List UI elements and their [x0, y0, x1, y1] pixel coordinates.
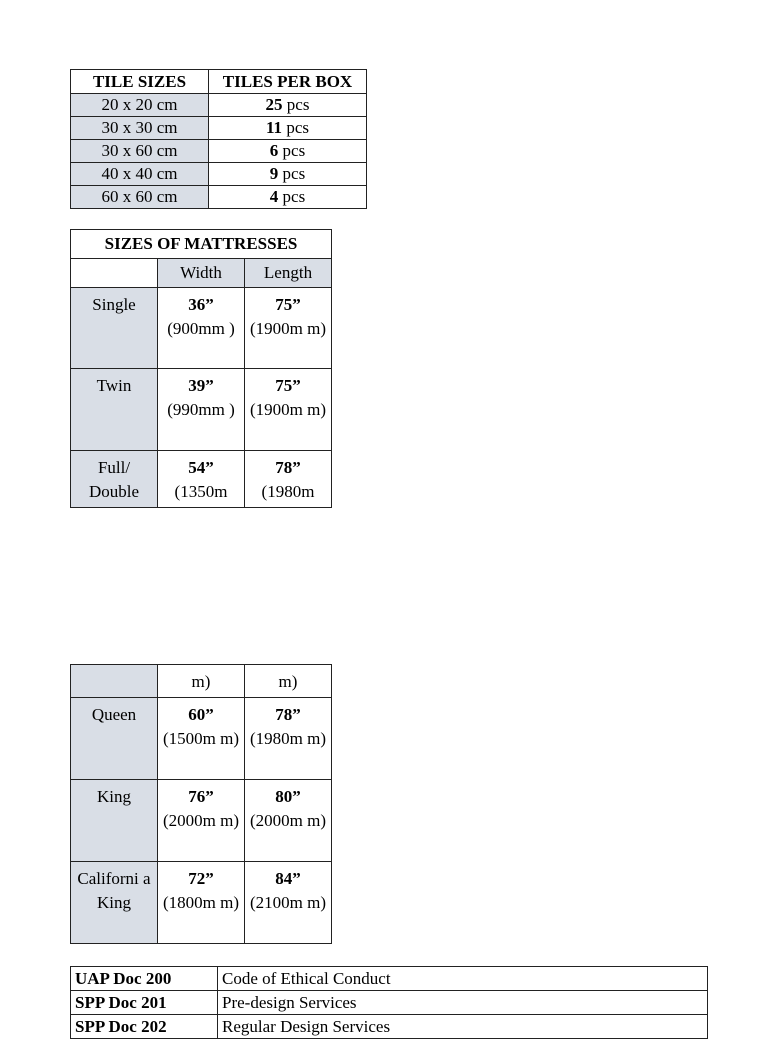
length-inches: 78” — [275, 705, 301, 724]
tile-size: 40 x 40 cm — [71, 163, 209, 186]
width-millimetres: (1350m — [174, 482, 228, 501]
mattress-table-title: SIZES OF MATTRESSES — [71, 230, 332, 259]
length-inches: 78” — [275, 458, 301, 477]
table-row — [71, 780, 332, 862]
tile-size: 30 x 30 cm — [71, 117, 209, 140]
tile-sizes-header: TILE SIZES — [71, 70, 209, 94]
mattress-sizes-table — [70, 229, 332, 508]
tile-header-row — [71, 70, 367, 94]
document-list-table — [70, 966, 708, 1039]
table-row — [71, 665, 332, 698]
width-inches: 39” — [188, 376, 214, 395]
tile-count: 11 — [266, 118, 283, 137]
tile-unit: pcs — [282, 164, 306, 183]
mattress-length — [245, 288, 332, 369]
mattress-name: Californi a King — [71, 862, 158, 944]
length-continuation: m) — [245, 665, 332, 698]
width-inches: 36” — [188, 295, 214, 314]
width-millimetres: (1500m m) — [162, 729, 240, 748]
tile-count-cell — [209, 140, 367, 163]
table-row — [71, 288, 332, 369]
width-inches: 72” — [188, 869, 214, 888]
mattress-column-header-row — [71, 259, 332, 288]
width-inches: 60” — [188, 705, 214, 724]
tile-count: 4 — [269, 187, 279, 206]
length-millimetres: (1900m m) — [249, 400, 327, 419]
continuation-name-cell — [71, 665, 158, 698]
document-title: Pre-design Services — [218, 991, 708, 1015]
length-inches: 80” — [275, 787, 301, 806]
table-row — [71, 369, 332, 451]
mattress-length — [245, 780, 332, 862]
width-continuation: m) — [158, 665, 245, 698]
mattress-length — [245, 862, 332, 944]
tile-count-cell — [209, 163, 367, 186]
tiles-per-box-header: TILES PER BOX — [209, 70, 367, 94]
table-row — [71, 186, 367, 209]
tile-count: 25 — [265, 95, 283, 114]
tile-count-cell — [209, 94, 367, 117]
length-millimetres: (1980m m) — [249, 729, 327, 748]
tile-unit: pcs — [282, 187, 306, 206]
document-code: SPP Doc 202 — [71, 1015, 218, 1039]
table-row — [71, 862, 332, 944]
mattress-length — [245, 369, 332, 451]
length-millimetres: (1900m m) — [249, 319, 327, 338]
tile-unit: pcs — [286, 118, 309, 137]
mattress-title-row — [71, 230, 332, 259]
mattress-sizes-table-continued — [70, 664, 332, 944]
tile-sizes-table — [70, 69, 367, 209]
length-millimetres: (2000m m) — [249, 811, 327, 830]
table-row — [71, 1015, 708, 1039]
document-code: SPP Doc 201 — [71, 991, 218, 1015]
width-inches: 76” — [188, 787, 214, 806]
table-row — [71, 451, 332, 508]
mattress-name: Queen — [71, 698, 158, 780]
tile-count-cell — [209, 186, 367, 209]
table-row — [71, 163, 367, 186]
tile-size: 20 x 20 cm — [71, 94, 209, 117]
length-inches: 75” — [275, 295, 301, 314]
length-inches: 75” — [275, 376, 301, 395]
length-millimetres: (2100m m) — [249, 893, 327, 912]
mattress-name: Single — [71, 288, 158, 369]
document-title: Code of Ethical Conduct — [218, 967, 708, 991]
width-inches: 54” — [188, 458, 214, 477]
mattress-name: King — [71, 780, 158, 862]
tile-unit: pcs — [286, 95, 310, 114]
width-millimetres: (2000m m) — [162, 811, 240, 830]
width-millimetres: (1800m m) — [162, 893, 240, 912]
width-millimetres: (900mm ) — [167, 319, 235, 338]
table-row — [71, 991, 708, 1015]
tile-count: 6 — [269, 141, 279, 160]
mattress-width — [158, 369, 245, 451]
length-inches: 84” — [275, 869, 301, 888]
tile-count: 9 — [269, 164, 279, 183]
table-row — [71, 94, 367, 117]
width-column-header: Width — [158, 259, 245, 288]
mattress-name: Full/ Double — [71, 451, 158, 508]
tile-unit: pcs — [282, 141, 306, 160]
tile-count-cell — [209, 117, 367, 140]
mattress-width — [158, 451, 245, 508]
table-row — [71, 140, 367, 163]
tile-size: 60 x 60 cm — [71, 186, 209, 209]
mattress-width — [158, 288, 245, 369]
mattress-width — [158, 698, 245, 780]
mattress-width — [158, 780, 245, 862]
mattress-length — [245, 698, 332, 780]
table-row — [71, 117, 367, 140]
table-row — [71, 967, 708, 991]
length-column-header: Length — [245, 259, 332, 288]
length-millimetres: (1980m — [261, 482, 315, 501]
document-code: UAP Doc 200 — [71, 967, 218, 991]
table-row — [71, 698, 332, 780]
document-title: Regular Design Services — [218, 1015, 708, 1039]
empty-header-cell — [71, 259, 158, 288]
tile-size: 30 x 60 cm — [71, 140, 209, 163]
mattress-length — [245, 451, 332, 508]
mattress-width — [158, 862, 245, 944]
mattress-name: Twin — [71, 369, 158, 451]
width-millimetres: (990mm ) — [167, 400, 235, 419]
